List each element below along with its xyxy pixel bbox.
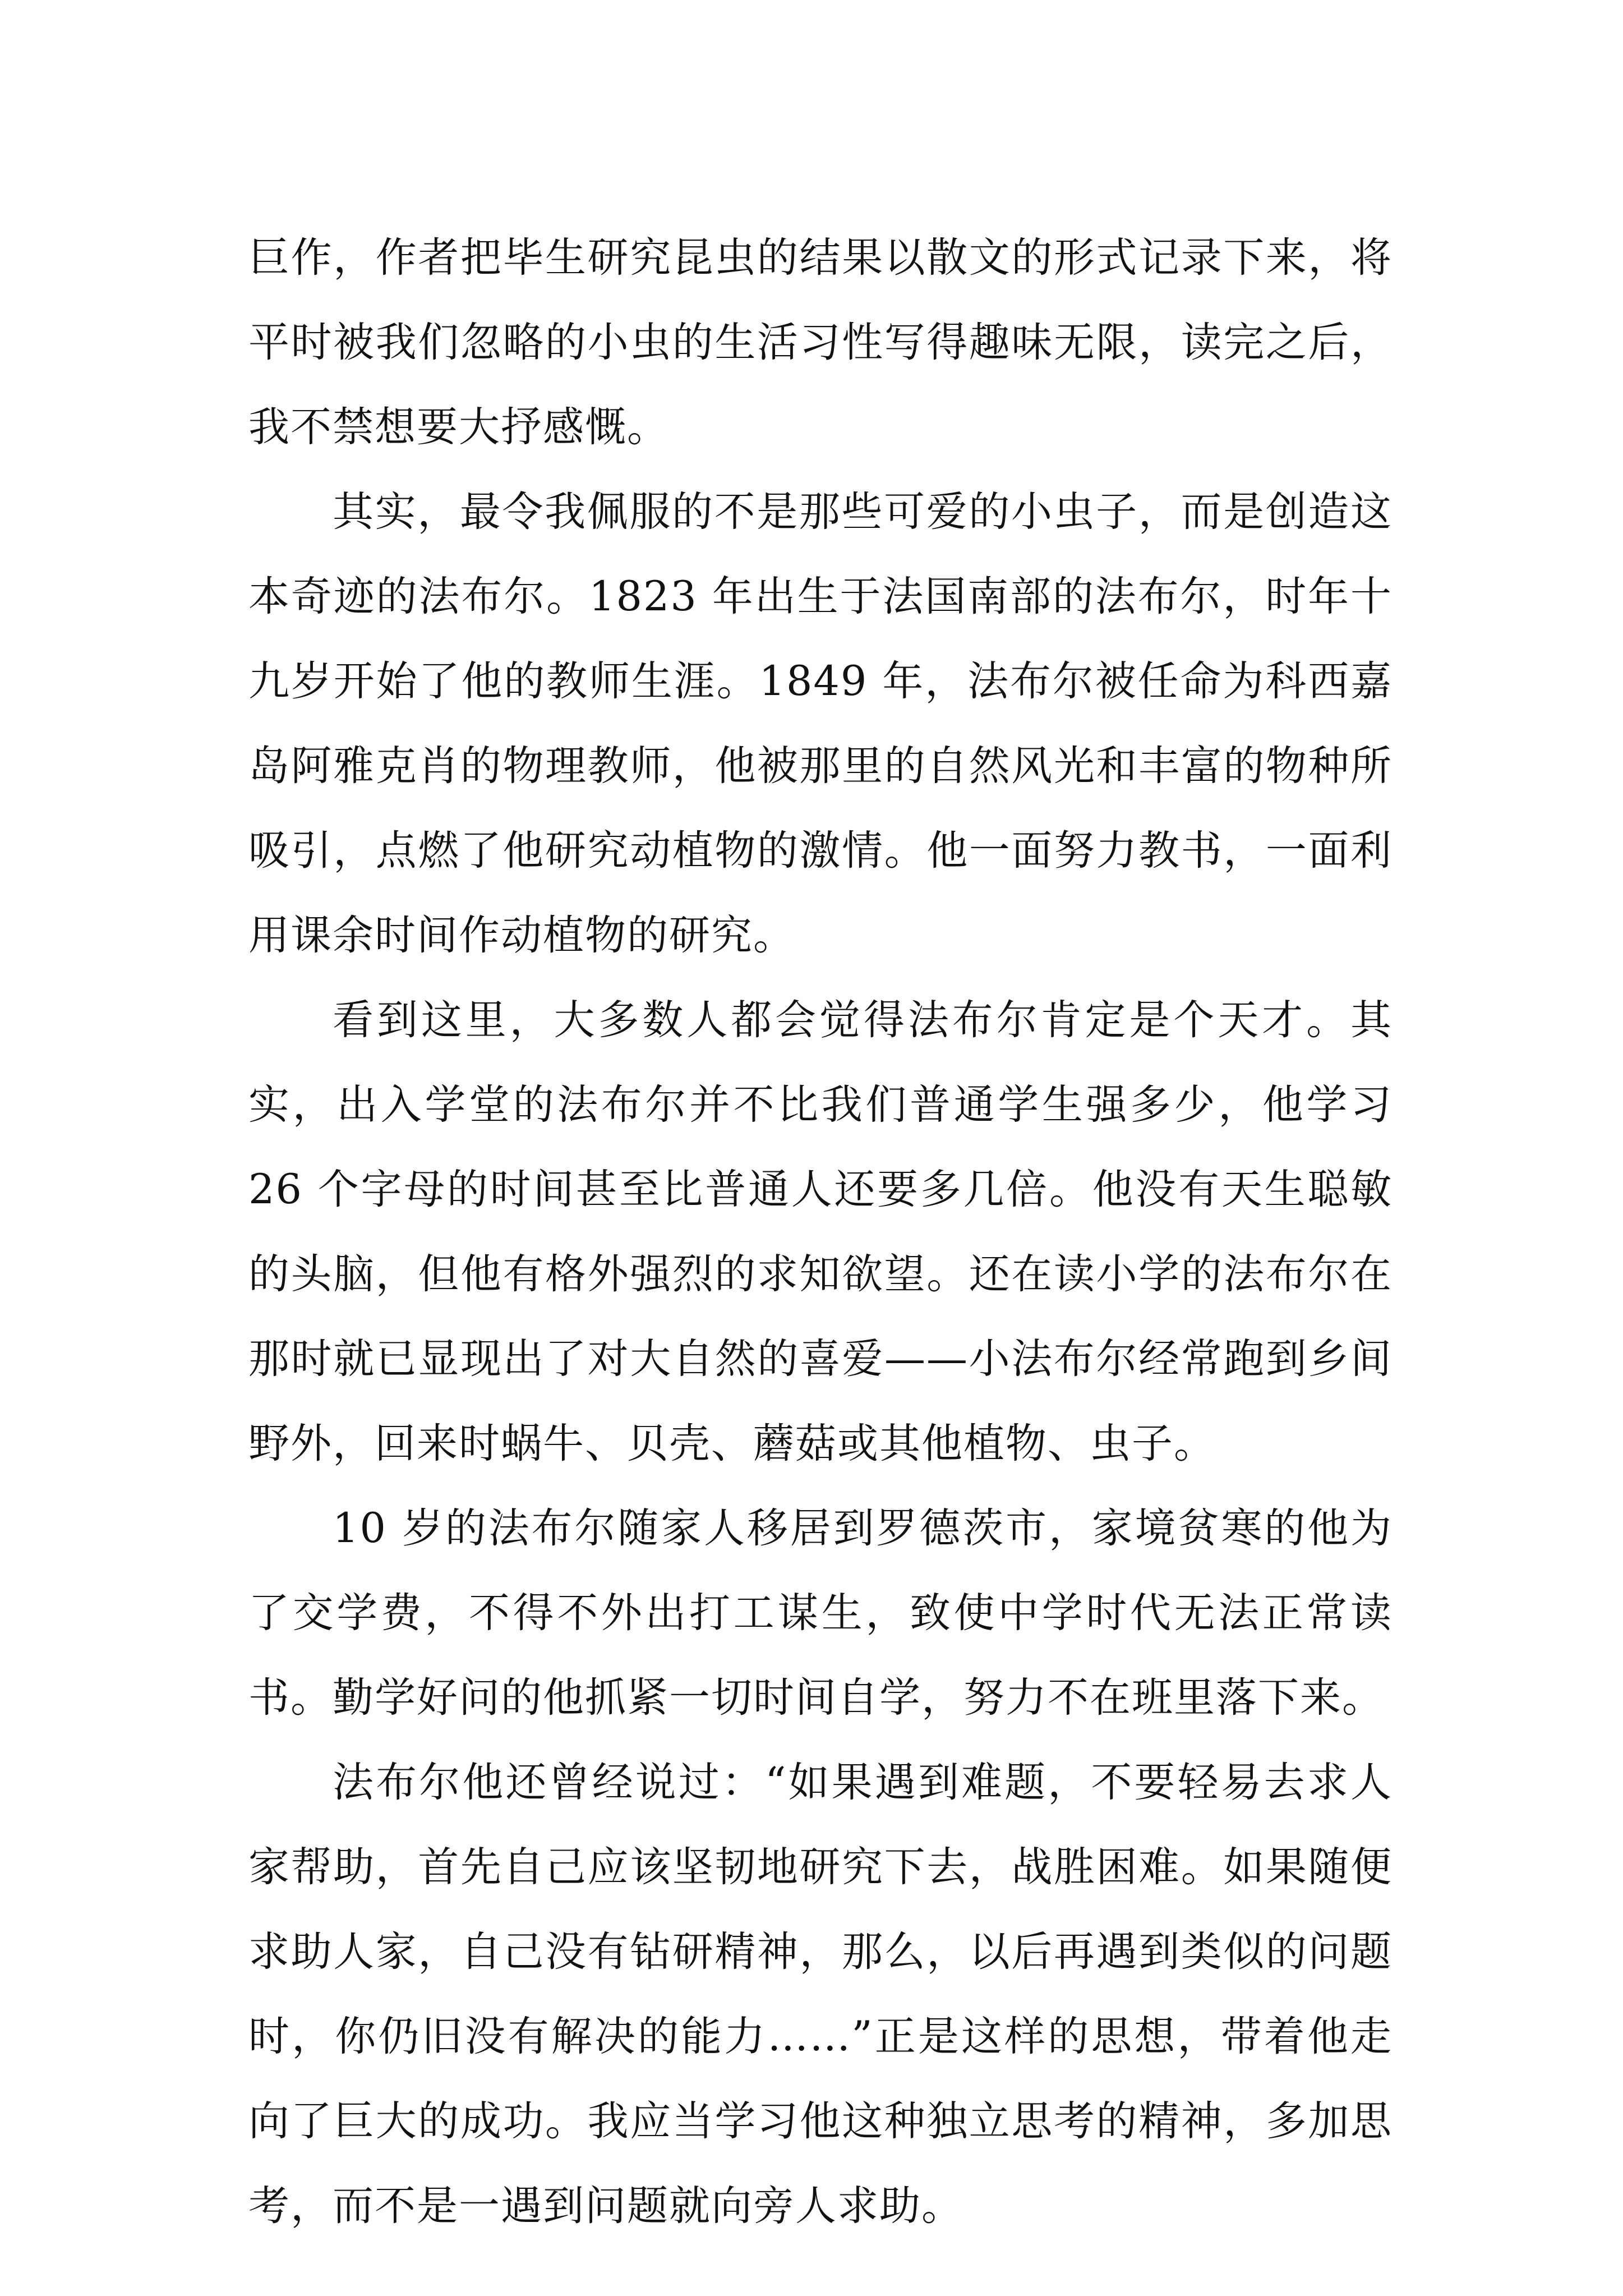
paragraph-4: 10 岁的法布尔随家人移居到罗德茨市，家境贫寒的他为了交学费，不得不外出打工谋生，致使中学时代无法正常读书。勤学好问的他抓紧一切时间自学，努力不在班里落下来。	[248, 1504, 1393, 1722]
paragraph-2: 其实，最令我佩服的不是那些可爱的小虫子，而是创造这本奇迹的法布尔。1823 年出生于法国南部的法布尔，时年十九岁开始了他的教师生涯。1849 年，法布尔被任命为科西嘉岛阿雅克肖的物理教师，他被那里的自然风光和丰富的物种所吸引，点燃了他研究动植物的激情。他一面努力教书，一面利用课余时间作动植物的研究。	[248, 488, 1393, 959]
paragraph-1: 巨作，作者把毕生研究昆虫的结果以散文的形式记录下来，将平时被我们忽略的小虫的生活习性写得趣味无限，读完之后，我不禁想要大抒感慨。	[248, 234, 1393, 451]
paragraph-3: 看到这里，大多数人都会觉得法布尔肯定是个天才。其实，出入学堂的法布尔并不比我们普通学生强多少，他学习26 个字母的时间甚至比普通人还要多几倍。他没有天生聪敏的头脑，但他有格外强烈的求知欲望。还在读小学的法布尔在那时就已显现出了对大自然的喜爱——小法布尔经常跑到乡间野外，回来时蜗牛、贝壳、蘑菇或其他植物、虫子。	[248, 996, 1393, 1467]
document-body	[248, 215, 1393, 2248]
paragraph-5: 法布尔他还曾经说过：“如果遇到难题，不要轻易去求人家帮助，首先自己应该坚韧地研究下去，战胜困难。如果随便求助人家，自己没有钻研精神，那么，以后再遇到类似的问题时，你仍旧没有解决的能力……”正是这样的思想，带着他走向了巨大的成功。我应当学习他这种独立思考的精神，多加思考，而不是一遇到问题就向旁人求助。	[248, 1759, 1393, 2230]
